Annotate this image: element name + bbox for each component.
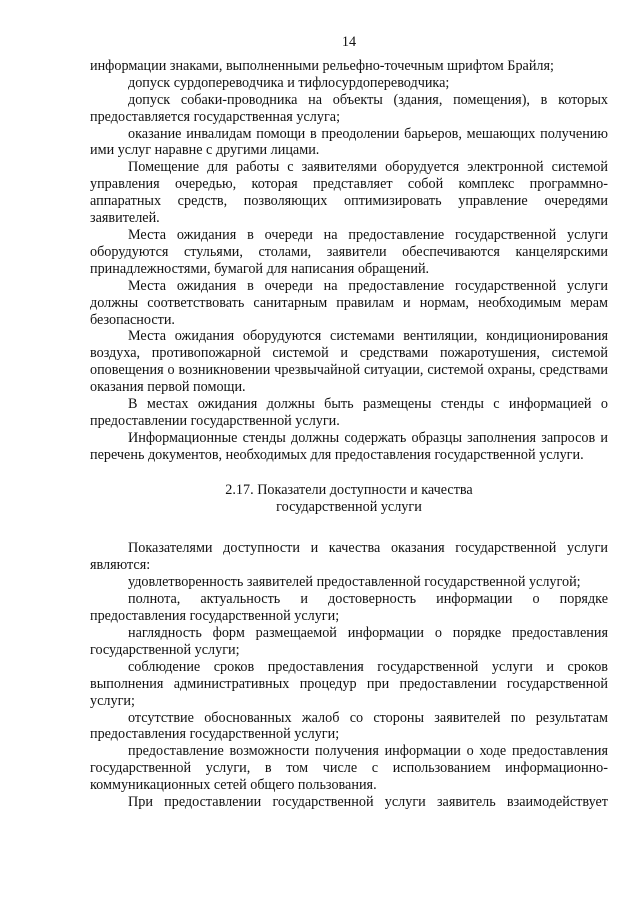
paragraph: В местах ожидания должны быть размещены стенды с информацией о предоставлении государственной услуги.	[90, 396, 608, 429]
paragraph: оказание инвалидам помощи в преодолении барьеров, мешающих получению ими услуг наравне с другими лицами.	[90, 125, 608, 159]
paragraph: Помещение для работы с заявителями оборудуется электронной системой управления очередью, которая представляет собой комплекс программно-аппаратных средств, позволяющих оптимизировать управление очередями заявителей.	[90, 159, 608, 227]
paragraph: Места ожидания в очереди на предоставление государственной услуги должны соответствовать санитарным правилам и нормам, необходимым мерам безопасности.	[90, 277, 608, 328]
list-item: предоставление возможности получения информации о ходе предоставления государственной услуги, в том числе с использованием информационно-коммуникационных сетей общего пользования.	[90, 743, 608, 794]
section-heading	[90, 482, 608, 516]
paragraph: допуск сурдопереводчика и тифлосурдопереводчика;	[128, 74, 450, 91]
paragraph: Показателями доступности и качества оказания государственной услуги являются:	[90, 540, 608, 574]
paragraph: допуск собаки-проводника на объекты (здания, помещения), в которых предоставляется государственная услуга;	[90, 91, 608, 125]
section-heading-line: государственной услуги	[276, 498, 422, 515]
paragraph: При предоставлении государственной услуги заявитель взаимодействует	[128, 794, 608, 811]
section-heading-line: 2.17. Показатели доступности и качества	[225, 481, 473, 498]
paragraph: Места ожидания в очереди на предоставление государственной услуги оборудуются стульями, столами, заявители обеспечиваются канцелярскими принадлежностями, бумагой для написания обращений.	[90, 226, 608, 277]
list-item: соблюдение сроков предоставления государственной услуги и сроков выполнения административных процедур при предоставлении государственной услуги;	[90, 658, 608, 709]
list-item: наглядность форм размещаемой информации о порядке предоставления государственной услуги;	[90, 625, 608, 658]
list-item: полнота, актуальность и достоверность информации о порядке предоставления государственной услуги;	[90, 591, 608, 625]
list-item: отсутствие обоснованных жалоб со стороны заявителей по результатам предоставления государственной услуги;	[90, 709, 608, 743]
paragraph: Информационные стенды должны содержать образцы заполнения запросов и перечень документов, необходимых для предоставления государственной услуги.	[90, 429, 608, 463]
document-page	[90, 34, 608, 811]
paragraph: Места ожидания оборудуются системами вентиляции, кондиционирования воздуха, противопожарной системой и средствами пожаротушения, системой оповещения о возникновении чрезвычайной ситуации, системой охраны, средствами оказания первой помощи.	[90, 328, 608, 396]
list-item: удовлетворенность заявителей предоставленной государственной услугой;	[128, 574, 581, 591]
page-number: 14	[341, 34, 357, 50]
paragraph: информации знаками, выполненными рельефно-точечным шрифтом Брайля;	[90, 57, 554, 74]
